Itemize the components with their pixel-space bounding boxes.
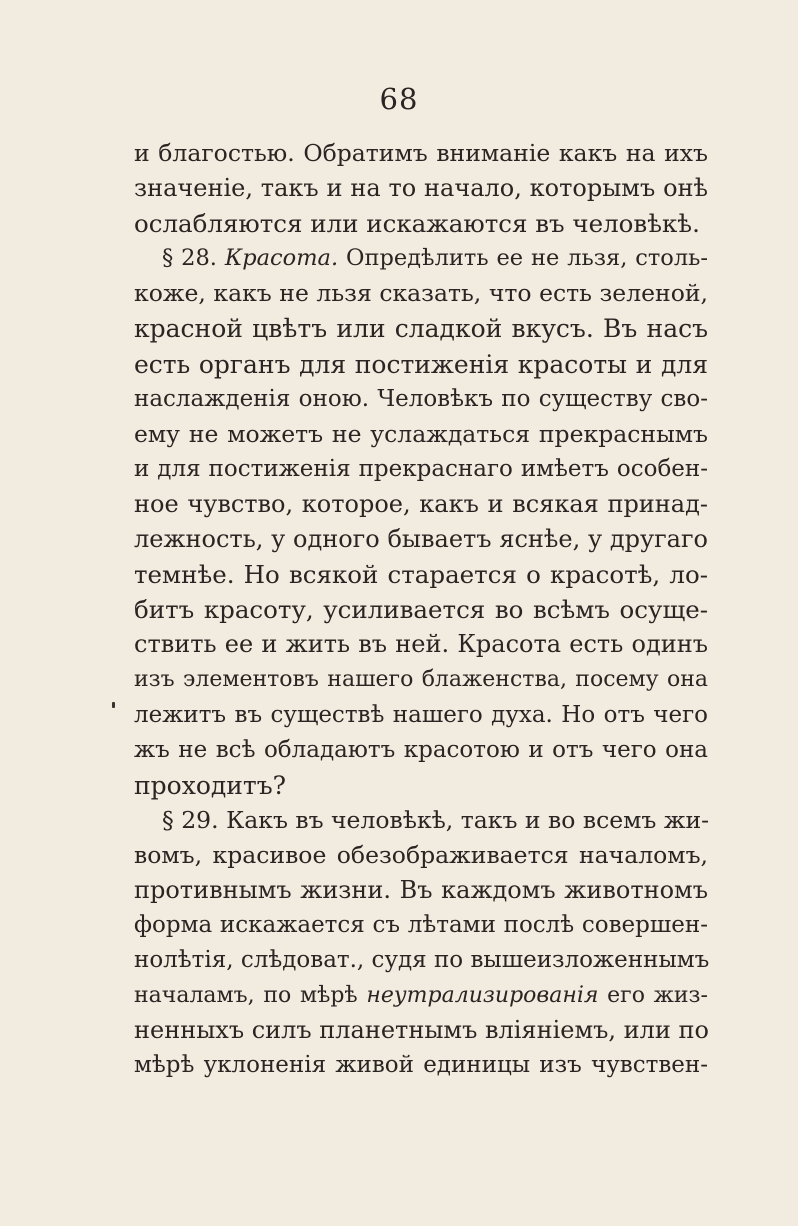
text-line [134,662,708,697]
italic-term: неутрализированія [366,983,599,1009]
page-number: 68 [379,82,419,116]
text-line [134,487,708,522]
text-line [134,136,708,171]
text-segment: вомъ, красивое обезображивается началомъ, [134,840,708,869]
text-segment: лежность, у одного бываетъ яснѣе, у другаго [134,525,708,554]
text-line [134,1048,708,1083]
text-line [134,311,708,346]
text-line [134,347,708,382]
text-line [134,803,708,838]
text-line [134,1013,708,1048]
text-line [134,382,708,417]
text-segment: жъ не всѣ обладаютъ красотою и отъ чего она [134,736,708,763]
text-segment: и для постиженія прекраснаго имѣетъ особен- [134,455,708,482]
text-segment: темнѣе. Но всякой старается о красотѣ, ло- [134,560,708,590]
text-segment: форма искажается съ лѣтами послѣ совершен- [134,912,708,939]
text-line [134,978,708,1013]
text-segment: значеніе, такъ и на то начало, которымъ онѣ [134,174,708,203]
text-line [134,908,708,943]
text-line [134,873,708,908]
text-line [134,592,708,627]
text-line [134,838,708,873]
text-segment: есть органъ для постиженія красоты и для [134,349,708,379]
text-line [134,522,708,557]
text-segment: ствить ее и жить въ ней. Красота есть одинъ [134,630,708,659]
text-segment: изъ элементовъ нашего блаженства, посему она [134,667,708,693]
text-segment: коже, какъ не льзя сказать, что есть зеленой, [134,279,708,308]
text-line [134,276,708,311]
text-segment: красной цвѣтъ или сладкой вкусъ. Въ насъ [134,314,708,344]
text-line [134,627,708,662]
text-segment: мѣрѣ уклоненія живой единицы изъ чувствен- [134,1052,708,1079]
text-segment: битъ красоту, усиливается во всѣмъ осуще- [134,595,708,625]
text-segment: § 28. [162,245,225,272]
margin-mark [112,702,115,708]
text-segment: ное чувство, которое, какъ и всякая принад- [134,489,708,518]
text-line [134,417,708,452]
text-segment: нолѣтія, слѣдоват., судя по вышеизложеннымъ [134,947,710,974]
text-segment: проходитъ? [134,770,287,800]
text-line [134,943,708,978]
text-segment: Опредѣлить ее не льзя, столь- [338,245,708,272]
text-line [134,171,708,206]
text-line [134,733,708,768]
text-segment: и благостью. Обратимъ вниманіе какъ на ихъ [134,139,708,167]
text-line [134,206,708,241]
text-segment: ему не можетъ не услаждаться прекраснымъ [134,419,708,448]
text-line [134,768,708,803]
text-line [134,452,708,487]
section-title: Красота. [224,245,339,272]
text-segment: наслажденія оною. Человѣкъ по существу сво- [134,385,708,412]
text-segment: ослабляются или искажаются въ человѣкѣ. [134,209,700,239]
text-segment: § 29. Какъ въ человѣкѣ, такъ и во всемъ жи- [162,805,710,834]
text-segment: лежитъ въ существѣ нашего духа. Но отъ чего [134,701,708,728]
text-line [134,557,708,592]
text-segment: ненныхъ силъ планетнымъ вліяніемъ, или по [134,1016,709,1045]
text-segment: началамъ, по мѣрѣ [134,983,367,1009]
text-line [134,241,708,276]
body-text [134,136,708,1084]
text-segment: его жиз- [598,983,708,1009]
text-line [134,698,708,733]
text-segment: противнымъ жизни. Въ каждомъ животномъ [134,875,708,904]
